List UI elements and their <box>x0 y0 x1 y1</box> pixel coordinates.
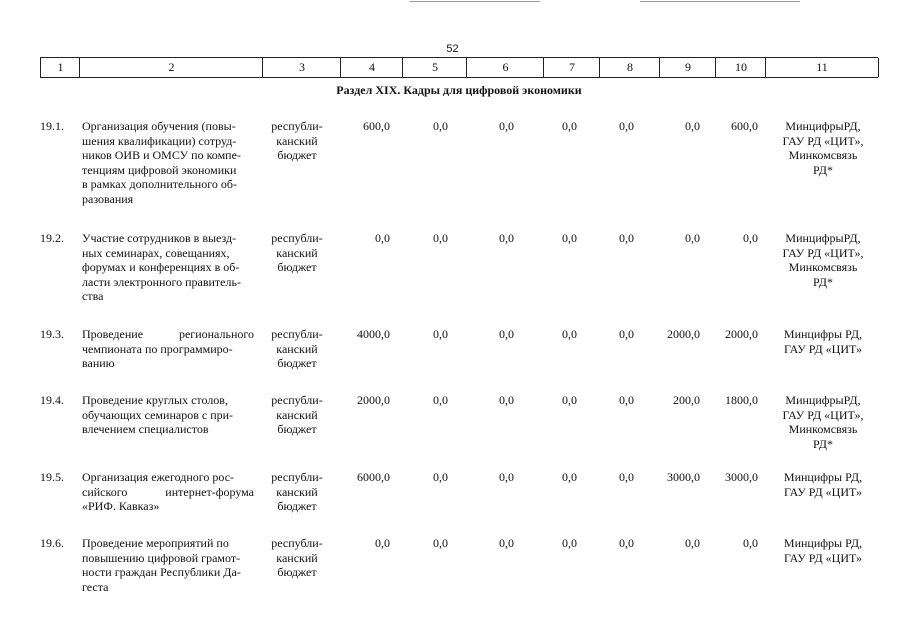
header-col-11: 11 <box>765 58 879 77</box>
row-value-col4: 0,0 <box>375 536 390 550</box>
row-value-col8: 0,0 <box>619 231 634 245</box>
row-value-col9: 2000,0 <box>667 327 700 341</box>
row-value-col5: 0,0 <box>433 327 448 341</box>
row-activity-name: Проведение мероприятий по повышению цифровой грамот- ности граждан Республики Да- геста <box>82 536 241 594</box>
row-value-col7: 0,0 <box>562 327 577 341</box>
page-number: 52 <box>446 43 459 55</box>
row-value-col6: 0,0 <box>499 536 514 550</box>
row-activity-name: Проведение круглых столов, обучающих семинаров с при- влечением специалистов <box>82 393 234 436</box>
header-col-6: 6 <box>466 58 544 77</box>
row-value-col4: 6000,0 <box>357 470 390 484</box>
row-funding-source: республи- канский бюджет <box>271 327 323 370</box>
row-value-col6: 0,0 <box>499 470 514 484</box>
row-number: 19.5. <box>40 470 64 484</box>
row-executor: Минцифры РД, ГАУ РД «ЦИТ» <box>783 327 863 356</box>
row-value-col8: 0,0 <box>619 470 634 484</box>
row-funding-source: республи- канский бюджет <box>271 536 323 579</box>
row-activity-name: Организация обучения (повы- шения квалификации) сотруд- ников ОИВ и ОМСУ по компе- тенциям цифровой экономики в рамках дополнительного об- разования <box>82 119 241 206</box>
row-funding-source: республи- канский бюджет <box>271 470 323 513</box>
row-value-col10: 3000,0 <box>725 470 758 484</box>
header-col-2: 2 <box>79 58 263 77</box>
row-executor: МинцифрыРД, ГАУ РД «ЦИТ», Минкомсвязь РД* <box>782 393 864 451</box>
row-activity-name: Участие сотрудников в выезд- ных семинарах, совещаниях, форумах и конференциях в об- ласти электронного правитель- ства <box>82 231 241 303</box>
top-edge-lines <box>0 0 905 4</box>
row-value-col9: 3000,0 <box>667 470 700 484</box>
row-value-col10: 2000,0 <box>725 327 758 341</box>
header-col-1: 1 <box>40 58 80 77</box>
row-value-col6: 0,0 <box>499 119 514 133</box>
row-value-col7: 0,0 <box>562 119 577 133</box>
header-col-10: 10 <box>715 58 766 77</box>
row-activity-name: Проведение регионального чемпионата по программиро- ванию <box>82 327 254 370</box>
row-value-col4: 600,0 <box>363 119 390 133</box>
row-executor: МинцифрыРД, ГАУ РД «ЦИТ», Минкомсвязь РД* <box>782 231 864 289</box>
row-number: 19.4. <box>40 393 64 407</box>
row-funding-source: республи- канский бюджет <box>271 393 323 436</box>
row-value-col5: 0,0 <box>433 119 448 133</box>
header-col-3: 3 <box>262 58 341 77</box>
table-header-row <box>40 57 878 78</box>
row-number: 19.1. <box>40 119 64 133</box>
row-activity-name: Организация ежегодного рос- сийского интернет-форума «РИФ. Кавказ» <box>82 470 254 513</box>
row-value-col9: 200,0 <box>673 393 700 407</box>
row-executor: Минцифры РД, ГАУ РД «ЦИТ» <box>783 536 863 565</box>
row-value-col9: 0,0 <box>685 231 700 245</box>
row-value-col4: 0,0 <box>375 231 390 245</box>
row-value-col7: 0,0 <box>562 470 577 484</box>
row-value-col10: 0,0 <box>743 231 758 245</box>
header-col-8: 8 <box>599 58 660 77</box>
row-value-col5: 0,0 <box>433 231 448 245</box>
row-value-col10: 0,0 <box>743 536 758 550</box>
header-col-4: 4 <box>340 58 403 77</box>
row-value-col7: 0,0 <box>562 231 577 245</box>
row-number: 19.6. <box>40 536 64 550</box>
row-value-col6: 0,0 <box>499 231 514 245</box>
row-value-col9: 0,0 <box>685 119 700 133</box>
row-number: 19.2. <box>40 231 64 245</box>
row-value-col9: 0,0 <box>685 536 700 550</box>
row-value-col7: 0,0 <box>562 393 577 407</box>
row-value-col8: 0,0 <box>619 536 634 550</box>
row-value-col5: 0,0 <box>433 470 448 484</box>
section-title: Раздел XIX. Кадры для цифровой экономики <box>336 83 582 97</box>
row-funding-source: республи- канский бюджет <box>271 119 323 162</box>
row-executor: Минцифры РД, ГАУ РД «ЦИТ» <box>783 470 863 499</box>
row-value-col8: 0,0 <box>619 327 634 341</box>
row-value-col4: 4000,0 <box>357 327 390 341</box>
row-value-col8: 0,0 <box>619 393 634 407</box>
row-value-col6: 0,0 <box>499 327 514 341</box>
row-value-col5: 0,0 <box>433 393 448 407</box>
row-funding-source: республи- канский бюджет <box>271 231 323 274</box>
header-col-5: 5 <box>402 58 467 77</box>
row-value-col5: 0,0 <box>433 536 448 550</box>
row-value-col8: 0,0 <box>619 119 634 133</box>
row-value-col10: 1800,0 <box>725 393 758 407</box>
row-value-col4: 2000,0 <box>357 393 390 407</box>
header-col-9: 9 <box>659 58 716 77</box>
row-value-col7: 0,0 <box>562 536 577 550</box>
row-value-col6: 0,0 <box>499 393 514 407</box>
header-col-7: 7 <box>543 58 600 77</box>
row-value-col10: 600,0 <box>731 119 758 133</box>
row-executor: МинцифрыРД, ГАУ РД «ЦИТ», Минкомсвязь РД* <box>782 119 864 177</box>
row-number: 19.3. <box>40 327 64 341</box>
